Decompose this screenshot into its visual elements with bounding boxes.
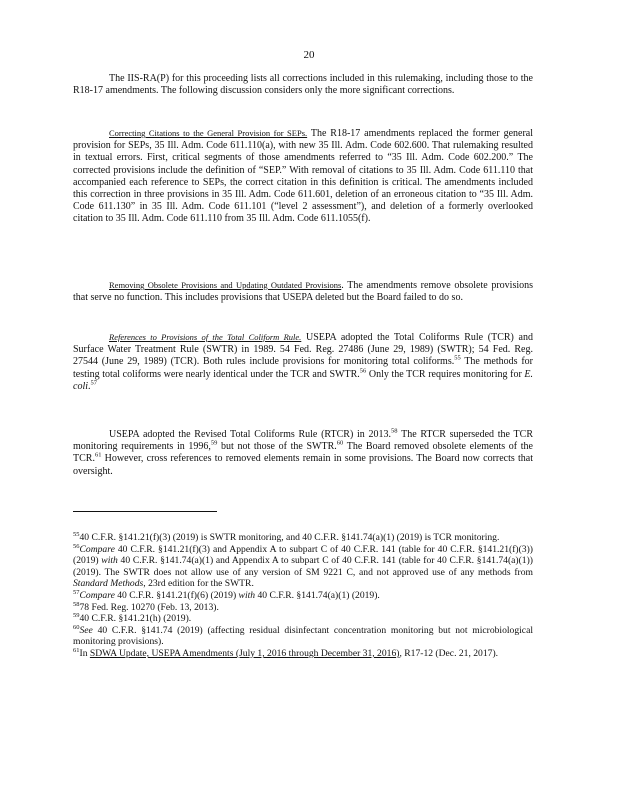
footnote-ref[interactable]: 59 (210, 439, 218, 447)
signal-word: Compare (79, 589, 115, 601)
footnote-text: 40 C.F.R. §141.21(f)(6) (2019) (114, 589, 239, 601)
footnote-number: 57 (73, 588, 80, 596)
paragraph-text: However, cross references to removed elements remain in some provisions. The Board now corrects that oversight. (73, 453, 533, 477)
footnote (73, 590, 533, 602)
section-heading: Correcting Citations to the General Provision for SEPs. (109, 128, 308, 138)
footnote-ref[interactable]: 58 (391, 427, 398, 435)
footnote-text: 40 C.F.R. §141.21(f)(3) and Appendix A to subpart C of 40 C.F.R. 141 (table for 40 C.F.R. §141.21(f)(3)) (2019) (73, 543, 533, 567)
signal-word: See (79, 624, 93, 636)
paragraph-text: USEPA adopted the Total Coliforms Rule (TCR) and Surface Water Treatment Rule (SWTR) in 1989. 54 Fed. Reg. 27486 (June 29, 1989) (SWTR); 54 Fed. Reg. 27544 (June 29, 1989) (TCR). Both rules include provisions for monitoring total coliforms. (73, 332, 533, 368)
footnote-text: 40 C.F.R. §141.21(h) (2019). (79, 613, 192, 625)
footnote (73, 602, 533, 614)
paragraph-text: Only the TCR requires monitoring for (366, 368, 525, 380)
footnote-ref[interactable]: 56 (359, 367, 367, 375)
footnote (73, 613, 533, 625)
paragraph-text: The IIS-RA(P) for this proceeding lists all corrections included in this rulemaking, including those to the R18-17 amendments. The following discussion considers only the more significant corrections. (73, 73, 533, 97)
footnote-ref[interactable]: 61 (94, 452, 102, 460)
footnote-text: In (79, 647, 90, 659)
paragraph-total-coliform (73, 331, 533, 393)
paragraph-correcting-citations (73, 127, 533, 226)
footnote-number: 56 (73, 542, 80, 550)
footnote (73, 648, 533, 660)
signal-word: Compare (79, 543, 115, 555)
footnotes (73, 532, 533, 660)
footnote-number: 58 (73, 600, 80, 608)
citation-link[interactable]: SDWA Update, USEPA Amendments (July 1, 2016 through December 31, 2016) (89, 647, 400, 659)
footnote-number: 55 (73, 530, 80, 538)
paragraph-intro (73, 73, 533, 97)
footnote-divider (73, 511, 217, 512)
paragraph-text: USEPA adopted the Revised Total Coliforms Rule (RTCR) in 2013. (109, 429, 392, 440)
italic-term: Standard Methods (73, 578, 144, 590)
paragraph-text: but not those of the SWTR. (217, 441, 337, 453)
footnote-number: 60 (73, 623, 80, 631)
paragraph-text: The RTCR superseded the TCR monitoring requirements in 1996, (73, 429, 533, 453)
footnote (73, 625, 533, 648)
italic-term: E. coli (73, 368, 533, 392)
section-heading: Removing Obsolete Provisions and Updating Outdated Provisions (109, 280, 342, 290)
footnote-text: 40 C.F.R. §141.74(a)(1) and Appendix A to subpart C of 40 C.F.R. 141 (table for 40 C.F.R. §141.74(a)(1)) (2019). The SWTR does not allow use of any version of SM 9221 C, and not approved use of any methods from (73, 555, 533, 578)
paragraph-text: . The amendments remove obsolete provisions that serve no function. This includes provisions that USEPA deleted but the Board failed to do so. (73, 280, 533, 304)
paragraph-removing-obsolete (73, 279, 533, 304)
footnote-text: , R17-12 (Dec. 21, 2017). (399, 647, 499, 659)
footnote-text: 40 C.F.R. §141.21(f)(3) (2019) is SWTR monitoring, and 40 C.F.R. §141.74(a)(1) (2019) is TCR monitoring. (79, 532, 500, 543)
footnote (73, 532, 533, 544)
footnote (73, 544, 533, 590)
paragraph-text: . (88, 380, 91, 392)
footnote-text: , 23rd edition for the SWTR. (143, 578, 254, 590)
paragraph-text: The R18-17 amendments replaced the former general provision for SEPs, 35 Ill. Adm. Code 611.110(a), with new 35 Ill. Adm. Code 602.600. That rulemaking resulted in textual errors. First, critical segments of those amendments referred to “35 Ill. Adm. Code 602.200.” The corrected provisions include the definition of “SEP.” With removal of citations to 35 Ill. Adm. Code 611.110 that accompanied each reference to SEPs, the correct citation in this definition is critical. The amendments included this correction in three provisions in 35 Ill. Adm. Code 611.601, deletion of an erroneous citation to “35 Ill. Adm. Code 611.130” in 35 Ill. Adm. Code 611.101 (“level 2 assessment”), and deletion of a formerly overlooked citation to 35 Ill. Adm. Code 611.110 from 35 Ill. Adm. Code 611.1055(f). (73, 128, 533, 225)
paragraph-text: The methods for testing total coliforms were nearly identical under the TCR and SWTR. (73, 356, 533, 380)
signal-word: with (238, 589, 256, 601)
paragraph-rtcr (73, 429, 533, 478)
footnote-number: 59 (73, 611, 80, 619)
footnote-text: 40 C.F.R. §141.74 (2019) (affecting residual disinfectant concentration monitoring but not microbiological monitoring provisions). (73, 624, 533, 648)
footnote-ref[interactable]: 55 (454, 355, 461, 363)
page-number: 20 (303, 49, 315, 61)
section-heading: References to Provisions of the Total Coliform Rule. (109, 332, 302, 342)
signal-word: with (101, 555, 118, 567)
footnote-text: 40 C.F.R. §141.74(a)(1) (2019). (255, 589, 380, 601)
paragraph-text: The Board removed obsolete elements of the TCR. (73, 441, 533, 465)
footnote-ref[interactable]: 57 (90, 379, 97, 387)
footnote-number: 61 (73, 646, 80, 654)
footnote-text: 78 Fed. Reg. 10270 (Feb. 13, 2013). (79, 601, 219, 613)
footnote-ref[interactable]: 60 (336, 439, 344, 447)
